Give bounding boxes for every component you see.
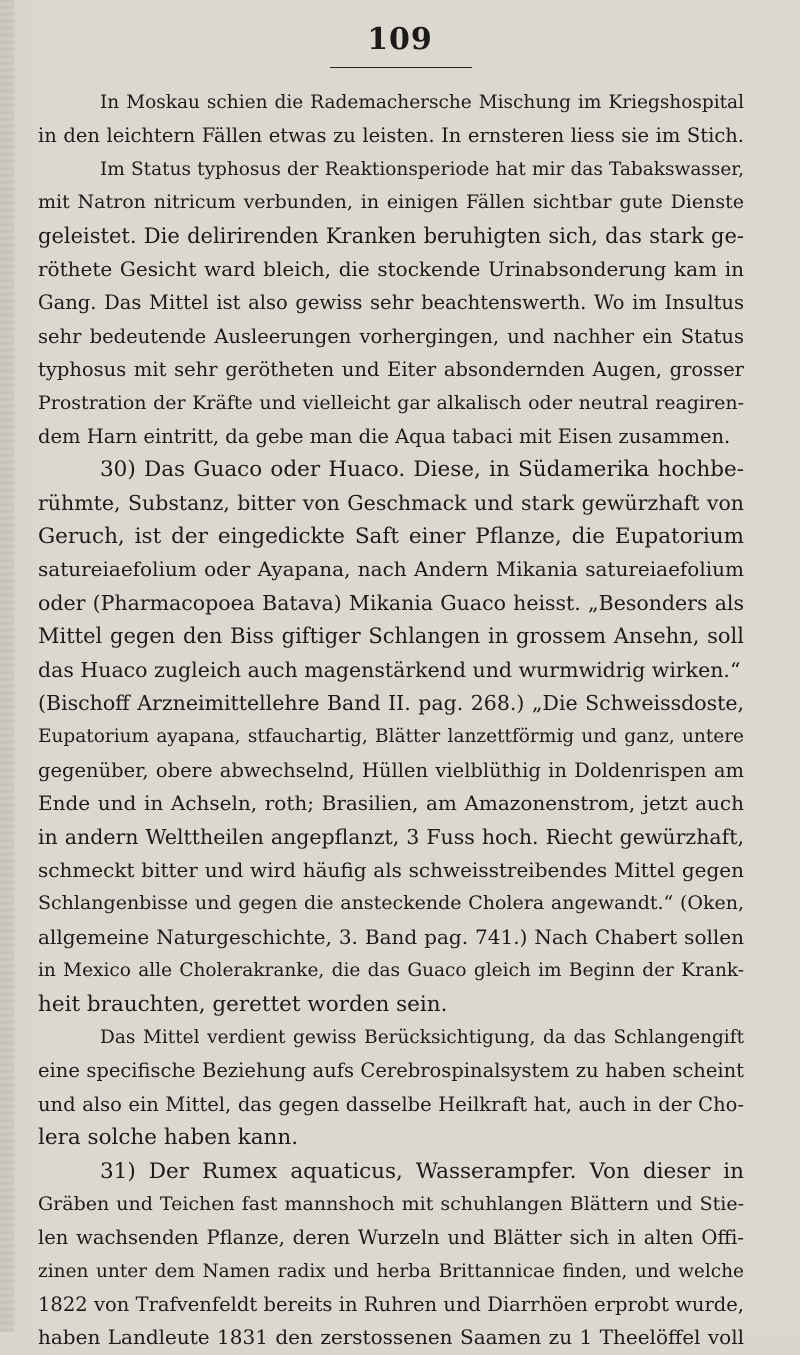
text-line: typhosus mit sehr gerötheten und Eiter absondernden Augen, grosser — [38, 358, 744, 382]
text-line: in den leichtern Fällen etwas zu leisten. In ernsteren liess sie im Stich. — [38, 124, 744, 148]
text-line: Geruch, ist der eingedickte Saft einer Pflanze, die Eupatorium — [38, 524, 744, 550]
text-line: heit brauchten, gerettet worden sein. — [38, 991, 448, 1017]
text-line: dem Harn eintritt, da gebe man die Aqua tabaci mit Eisen zusammen. — [38, 424, 731, 448]
text-line: in Mexico alle Cholerakranke, die das Guaco gleich im Beginn der Krank- — [38, 960, 744, 982]
binding-edge — [0, 0, 14, 1332]
body-text — [38, 86, 744, 1355]
text-line: und also ein Mittel, das gegen dasselbe Heilkraft hat, auch in der Cho- — [38, 1092, 744, 1116]
text-line: Ende und in Achseln, roth; Brasilien, am Amazonenstrom, jetzt auch — [38, 791, 744, 816]
text-line: das Huaco zugleich auch magenstärkend und wurmwidrig wirken.“ — [38, 657, 741, 682]
text-line: mit Natron nitricum verbunden, in einigen Fällen sichtbar gute Dienste — [38, 191, 744, 214]
text-line: len wachsenden Pflanze, deren Wurzeln und Blätter sich in alten Offi- — [38, 1226, 744, 1250]
text-line: 1822 von Trafvenfeldt bereits in Ruhren und Diarrhöen erprobt wurde, — [38, 1293, 744, 1317]
text-line: haben Landleute 1831 den zerstossenen Saamen zu 1 Theelöffel voll — [38, 1325, 744, 1350]
text-line: satureiaefolium oder Ayapana, nach Andern Mikania satureiaefolium — [38, 557, 744, 582]
text-line: rühmte, Substanz, bitter von Geschmack und stark gewürzhaft von — [38, 490, 744, 515]
text-line: röthete Gesicht ward bleich, die stockende Urinabsonderung kam in — [38, 256, 744, 281]
text-line: eine specifische Beziehung aufs Cerebrospinalsystem zu haben scheint — [38, 1059, 744, 1083]
text-line: allgemeine Naturgeschichte, 3. Band pag. 741.) Nach Chabert sollen — [38, 924, 744, 949]
text-line: in andern Welttheilen angepflanzt, 3 Fuss hoch. Riecht gewürzhaft, — [38, 824, 744, 849]
text-line: sehr bedeutende Ausleerungen vorhergingen, und nachher ein Status — [38, 324, 744, 348]
text-line: Eupatorium ayapana, stfauchartig, Blätter lanzettförmig und ganz, untere — [38, 726, 744, 748]
text-line: Das Mittel verdient gewiss Berücksichtigung, da das Schlangengift — [100, 1026, 744, 1048]
text-line: zinen unter dem Namen radix und herba Brittannicae finden, und welche — [38, 1260, 744, 1282]
text-line: geleistet. Die delirirenden Kranken beruhigten sich, das stark ge- — [38, 223, 744, 248]
section-heading-line: 31) Der Rumex aquaticus, Wasserampfer. Von dieser in — [100, 1158, 744, 1184]
section-heading-line: 30) Das Guaco oder Huaco. Diese, in Südamerika hochbe- — [100, 457, 744, 483]
text-line: gegenüber, obere abwechselnd, Hüllen vielblüthig in Doldenrispen am — [38, 758, 744, 782]
page-number-rule — [330, 67, 472, 68]
page-number: 109 — [367, 22, 433, 57]
text-line: Gräben und Teichen fast mannshoch mit schuhlangen Blättern und Stie- — [38, 1192, 744, 1215]
text-line: (Bischoff Arzneimittellehre Band II. pag. 268.) „Die Schweissdoste, — [38, 691, 744, 716]
text-line: Schlangenbisse und gegen die ansteckende Cholera angewandt.“ (Oken, — [38, 892, 744, 915]
text-line: lera solche haben kann. — [38, 1125, 299, 1151]
text-line: In Moskau schien die Rademachersche Mischung im Kriegshospital — [100, 92, 744, 113]
text-line: schmeckt bitter und wird häufig als schweisstreibendes Mittel gegen — [38, 857, 744, 882]
text-line: Gang. Das Mittel ist also gewiss sehr beachtenswerth. Wo im Insultus — [38, 291, 744, 315]
text-line: oder (Pharmacopoea Batava) Mikania Guaco heisst. „Besonders als — [38, 590, 744, 615]
text-line: Mittel gegen den Biss giftiger Schlangen in grossem Ansehn, soll — [38, 624, 744, 649]
text-line: Im Status typhosus der Reaktionsperiode hat mir das Tabakswasser, — [100, 158, 744, 180]
text-line: Prostration der Kräfte und vielleicht gar alkalisch oder neutral reagiren- — [38, 391, 744, 414]
